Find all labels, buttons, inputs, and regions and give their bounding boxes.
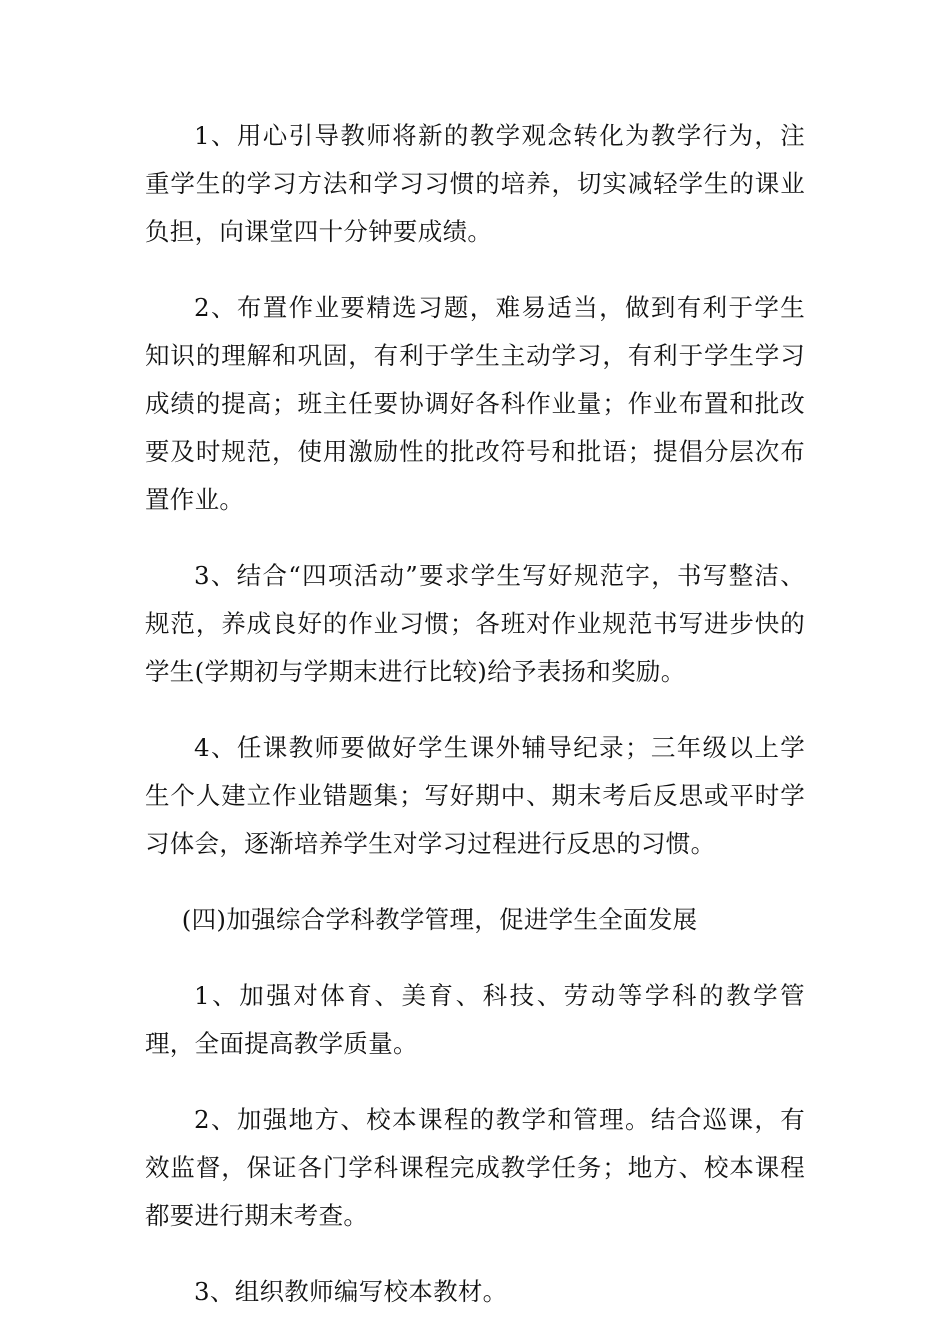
document-body [145, 112, 805, 1344]
paragraph-pe-arts-management: 1、加强对体育、美育、科技、劳动等学科的教学管理，全面提高教学质量。 [145, 981, 805, 1058]
paragraph-handwriting-standards: 3、结合“四项活动”要求学生写好规范字，书写整洁、规范，养成良好的作业习惯；各班对作业规范书写进步快的学生(学期初与学期末进行比较)给予表扬和奖励。 [145, 561, 805, 686]
paragraph-local-curriculum: 2、加强地方、校本课程的教学和管理。结合巡课，有效监督，保证各门学科课程完成教学任务；地方、校本课程都要进行期末考查。 [145, 1105, 805, 1230]
paragraph-tutoring-records: 4、任课教师要做好学生课外辅导纪录；三年级以上学生个人建立作业错题集；写好期中、期末考后反思或平时学习体会，逐渐培养学生对学习过程进行反思的习惯。 [145, 733, 805, 858]
section-heading-comprehensive-subjects: (四)加强综合学科教学管理，促进学生全面发展 [181, 905, 698, 934]
paragraph-homework-habits: 1、用心引导教师将新的教学观念转化为教学行为，注重学生的学习方法和学习习惯的培养，切实减轻学生的课业负担，向课堂四十分钟要成绩。 [145, 121, 805, 246]
paragraph-school-textbooks: 3、组织教师编写校本教材。 [194, 1277, 508, 1306]
paragraph-assignment-selection: 2、布置作业要精选习题，难易适当，做到有利于学生知识的理解和巩固，有利于学生主动学习，有利于学生学习成绩的提高；班主任要协调好各科作业量；作业布置和批改要及时规范，使用激励性的批改符号和批语；提倡分层次布置作业。 [145, 293, 805, 514]
